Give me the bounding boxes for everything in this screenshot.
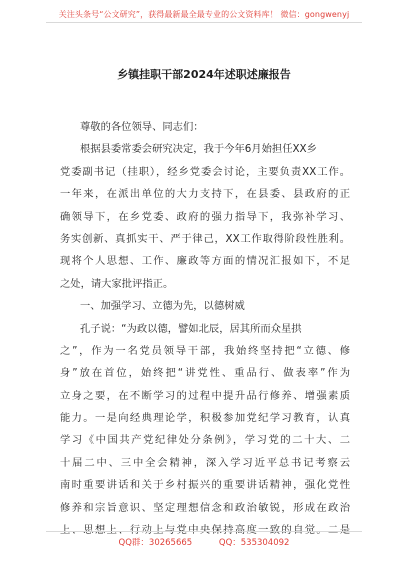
header-divider (46, 22, 362, 23)
body-line: 现将个人思想、工作、廉政等方面的情况汇报如下，不足 (60, 255, 350, 268)
header-banner: 关注头条号“公文研究”，获得最新最全最专业的公文资料库！ 微信：gongwenyj (58, 10, 350, 19)
footer-qq-number: QQ：535304092 (218, 538, 290, 548)
footer-contact (0, 536, 408, 548)
body-line: 确领导下，在乡党委、政府的强力指导下，我弥补学习、 (60, 210, 350, 223)
body-line: 立身之要，在不断学习的过程中提升品行修养、增强素质 (60, 389, 350, 402)
body-line: 修养和宗旨意识、坚定理想信念和政治敏锐，形成在政治 (60, 501, 350, 514)
section-heading: 一、加强学习、立德为先，以德树威 (80, 300, 245, 313)
body-line: 党委副书记（挂职），经乡党委会讨论，主要负责XX工作。 (60, 165, 350, 178)
body-line: 尊敬的各位领导、同志们： (80, 121, 204, 133)
footer-qq-group: QQ群：30265665 (118, 538, 193, 548)
body-line: 一年来，在派出单位的大力支持下，在县委、县政府的正 (60, 188, 350, 201)
body-line: 孔子说：“为政以德，譬如北辰，居其所而众星拱 (80, 322, 302, 335)
body-line: 之”，作为一名党员领导干部，我始终坚持把“立德、修 (60, 344, 350, 357)
body-line: 务实创新、真抓实干、严于律己，XX工作取得阶段性胜利。 (60, 232, 350, 245)
document-body (60, 116, 350, 541)
body-line: 学习《中国共产党纪律处分条例》，学习党的二十大、二 (60, 434, 350, 447)
body-line: 根据县委常委会研究决定，我于今年6月始担任XX乡 (80, 143, 317, 156)
footer-divider (46, 531, 362, 532)
body-line: 身”放在首位，始终把“讲党性、重品行、做表率”作为 (60, 367, 350, 380)
body-line: 十届二中、三中全会精神，深入学习近平总书记考察云 (60, 456, 350, 469)
body-line: 之处，请大家批评指正。 (60, 277, 174, 290)
body-line: 南时重要讲话和关于乡村振兴的重要讲话精神，强化党性 (60, 479, 350, 492)
document-title: 乡镇挂职干部2024年述职述廉报告 (117, 68, 291, 81)
body-line: 能力。一是向经典理论学，积极参加党纪学习教育，认真 (60, 412, 350, 425)
